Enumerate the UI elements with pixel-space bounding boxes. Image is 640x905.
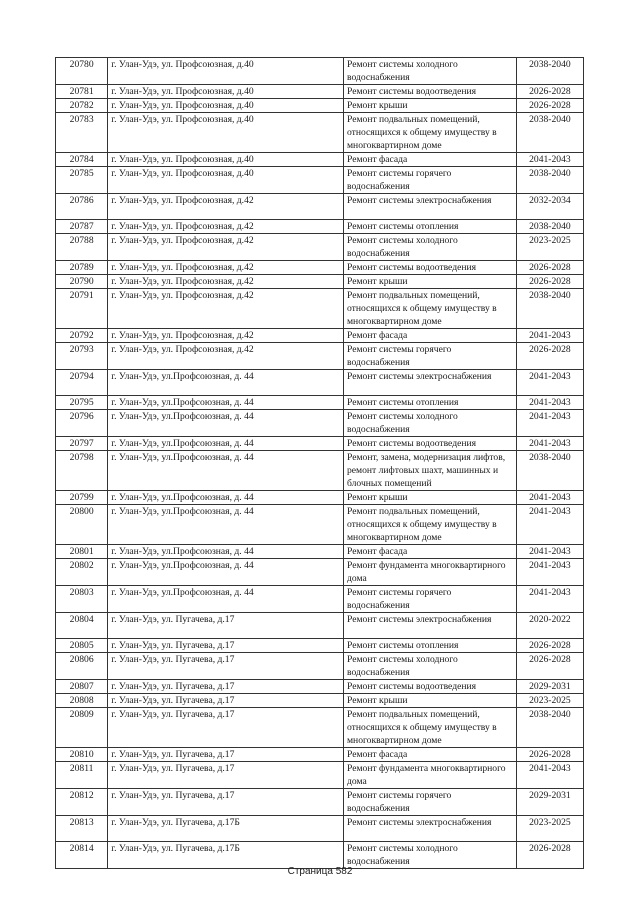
row-number-cell: 20795 xyxy=(56,396,108,410)
work-type-cell: Ремонт системы водоотведения xyxy=(343,437,516,451)
address-cell: г. Улан-Удэ, ул. Профсоюзная, д.40 xyxy=(108,58,344,85)
period-cell: 2041-2043 xyxy=(516,153,583,167)
work-type-cell: Ремонт системы водоотведения xyxy=(343,680,516,694)
row-number-cell: 20809 xyxy=(56,708,108,748)
table-row xyxy=(56,153,584,167)
period-cell: 2038-2040 xyxy=(516,58,583,85)
work-type-cell: Ремонт системы холодного водоснабжения xyxy=(343,234,516,261)
table-row xyxy=(56,789,584,816)
row-number-cell: 20801 xyxy=(56,545,108,559)
address-cell: г. Улан-Удэ, ул. Пугачева, д.17 xyxy=(108,789,344,816)
table-row xyxy=(56,762,584,789)
period-cell: 2038-2040 xyxy=(516,289,583,329)
work-type-cell: Ремонт системы электроснабжения xyxy=(343,613,516,639)
address-cell: г. Улан-Удэ, ул. Профсоюзная, д.42 xyxy=(108,343,344,370)
row-number-cell: 20788 xyxy=(56,234,108,261)
period-cell: 2041-2043 xyxy=(516,559,583,586)
period-cell: 2038-2040 xyxy=(516,220,583,234)
row-number-cell: 20804 xyxy=(56,613,108,639)
row-number-cell: 20784 xyxy=(56,153,108,167)
period-cell: 2041-2043 xyxy=(516,396,583,410)
address-cell: г. Улан-Удэ, ул. Профсоюзная, д.40 xyxy=(108,113,344,153)
period-cell: 2041-2043 xyxy=(516,329,583,343)
row-number-cell: 20780 xyxy=(56,58,108,85)
address-cell: г. Улан-Удэ, ул. Профсоюзная, д.40 xyxy=(108,99,344,113)
table-row xyxy=(56,167,584,194)
period-cell: 2038-2040 xyxy=(516,113,583,153)
row-number-cell: 20787 xyxy=(56,220,108,234)
row-number-cell: 20805 xyxy=(56,639,108,653)
row-number-cell: 20811 xyxy=(56,762,108,789)
work-type-cell: Ремонт подвальных помещений, относящихся к общему имуществу в многоквартирном доме xyxy=(343,289,516,329)
address-cell: г. Улан-Удэ, ул.Профсоюзная, д. 44 xyxy=(108,437,344,451)
work-type-cell: Ремонт системы горячего водоснабжения xyxy=(343,343,516,370)
row-number-cell: 20789 xyxy=(56,261,108,275)
table-row xyxy=(56,708,584,748)
table-row xyxy=(56,220,584,234)
period-cell: 2026-2028 xyxy=(516,639,583,653)
row-number-cell: 20790 xyxy=(56,275,108,289)
table-row xyxy=(56,113,584,153)
address-cell: г. Улан-Удэ, ул. Профсоюзная, д.42 xyxy=(108,261,344,275)
address-cell: г. Улан-Удэ, ул. Пугачева, д.17 xyxy=(108,762,344,789)
table-row xyxy=(56,639,584,653)
row-number-cell: 20796 xyxy=(56,410,108,437)
work-type-cell: Ремонт системы холодного водоснабжения xyxy=(343,58,516,85)
row-number-cell: 20791 xyxy=(56,289,108,329)
table-row xyxy=(56,85,584,99)
period-cell: 2020-2022 xyxy=(516,613,583,639)
row-number-cell: 20797 xyxy=(56,437,108,451)
works-table-body xyxy=(56,58,584,869)
row-number-cell: 20812 xyxy=(56,789,108,816)
period-cell: 2023-2025 xyxy=(516,694,583,708)
address-cell: г. Улан-Удэ, ул. Пугачева, д.17 xyxy=(108,639,344,653)
table-row xyxy=(56,329,584,343)
table-row xyxy=(56,343,584,370)
address-cell: г. Улан-Удэ, ул. Пугачева, д.17 xyxy=(108,680,344,694)
work-type-cell: Ремонт фасада xyxy=(343,748,516,762)
period-cell: 2041-2043 xyxy=(516,437,583,451)
row-number-cell: 20808 xyxy=(56,694,108,708)
address-cell: г. Улан-Удэ, ул.Профсоюзная, д. 44 xyxy=(108,586,344,613)
address-cell: г. Улан-Удэ, ул. Пугачева, д.17 xyxy=(108,613,344,639)
address-cell: г. Улан-Удэ, ул. Пугачева, д.17Б xyxy=(108,842,344,869)
row-number-cell: 20794 xyxy=(56,370,108,396)
table-row xyxy=(56,396,584,410)
table-row xyxy=(56,370,584,396)
table-row xyxy=(56,410,584,437)
period-cell: 2026-2028 xyxy=(516,653,583,680)
table-row xyxy=(56,842,584,869)
address-cell: г. Улан-Удэ, ул. Профсоюзная, д.42 xyxy=(108,194,344,220)
address-cell: г. Улан-Удэ, ул.Профсоюзная, д. 44 xyxy=(108,545,344,559)
period-cell: 2041-2043 xyxy=(516,370,583,396)
table-row xyxy=(56,748,584,762)
period-cell: 2041-2043 xyxy=(516,545,583,559)
row-number-cell: 20799 xyxy=(56,491,108,505)
address-cell: г. Улан-Удэ, ул.Профсоюзная, д. 44 xyxy=(108,491,344,505)
row-number-cell: 20792 xyxy=(56,329,108,343)
row-number-cell: 20781 xyxy=(56,85,108,99)
page-number: Страница 582 xyxy=(287,866,353,877)
work-type-cell: Ремонт системы электроснабжения xyxy=(343,370,516,396)
address-cell: г. Улан-Удэ, ул. Профсоюзная, д.42 xyxy=(108,220,344,234)
address-cell: г. Улан-Удэ, ул. Профсоюзная, д.42 xyxy=(108,234,344,261)
row-number-cell: 20793 xyxy=(56,343,108,370)
period-cell: 2029-2031 xyxy=(516,680,583,694)
table-row xyxy=(56,816,584,842)
work-type-cell: Ремонт фасада xyxy=(343,329,516,343)
period-cell: 2026-2028 xyxy=(516,261,583,275)
work-type-cell: Ремонт системы горячего водоснабжения xyxy=(343,789,516,816)
address-cell: г. Улан-Удэ, ул. Пугачева, д.17Б xyxy=(108,816,344,842)
work-type-cell: Ремонт системы холодного водоснабжения xyxy=(343,410,516,437)
address-cell: г. Улан-Удэ, ул. Профсоюзная, д.42 xyxy=(108,275,344,289)
table-row xyxy=(56,58,584,85)
period-cell: 2026-2028 xyxy=(516,275,583,289)
work-type-cell: Ремонт системы отопления xyxy=(343,220,516,234)
row-number-cell: 20785 xyxy=(56,167,108,194)
table-row xyxy=(56,194,584,220)
address-cell: г. Улан-Удэ, ул.Профсоюзная, д. 44 xyxy=(108,396,344,410)
table-row xyxy=(56,491,584,505)
row-number-cell: 20810 xyxy=(56,748,108,762)
address-cell: г. Улан-Удэ, ул. Пугачева, д.17 xyxy=(108,653,344,680)
address-cell: г. Улан-Удэ, ул.Профсоюзная, д. 44 xyxy=(108,410,344,437)
period-cell: 2026-2028 xyxy=(516,99,583,113)
period-cell: 2026-2028 xyxy=(516,748,583,762)
period-cell: 2041-2043 xyxy=(516,762,583,789)
period-cell: 2041-2043 xyxy=(516,491,583,505)
address-cell: г. Улан-Удэ, ул. Профсоюзная, д.42 xyxy=(108,289,344,329)
address-cell: г. Улан-Удэ, ул.Профсоюзная, д. 44 xyxy=(108,370,344,396)
work-type-cell: Ремонт системы холодного водоснабжения xyxy=(343,842,516,869)
work-type-cell: Ремонт крыши xyxy=(343,491,516,505)
address-cell: г. Улан-Удэ, ул. Пугачева, д.17 xyxy=(108,694,344,708)
works-table xyxy=(55,57,584,869)
work-type-cell: Ремонт системы горячего водоснабжения xyxy=(343,586,516,613)
work-type-cell: Ремонт фасада xyxy=(343,153,516,167)
period-cell: 2041-2043 xyxy=(516,505,583,545)
work-type-cell: Ремонт, замена, модернизация лифтов, ремонт лифтовых шахт, машинных и блочных помещений xyxy=(343,451,516,491)
period-cell: 2038-2040 xyxy=(516,451,583,491)
table-row xyxy=(56,261,584,275)
address-cell: г. Улан-Удэ, ул. Профсоюзная, д.40 xyxy=(108,85,344,99)
row-number-cell: 20806 xyxy=(56,653,108,680)
work-type-cell: Ремонт системы холодного водоснабжения xyxy=(343,653,516,680)
row-number-cell: 20803 xyxy=(56,586,108,613)
table-row xyxy=(56,289,584,329)
work-type-cell: Ремонт системы горячего водоснабжения xyxy=(343,167,516,194)
table-row xyxy=(56,586,584,613)
work-type-cell: Ремонт системы отопления xyxy=(343,396,516,410)
table-row xyxy=(56,437,584,451)
period-cell: 2029-2031 xyxy=(516,789,583,816)
period-cell: 2041-2043 xyxy=(516,410,583,437)
table-row xyxy=(56,559,584,586)
work-type-cell: Ремонт подвальных помещений, относящихся к общему имуществу в многоквартирном доме xyxy=(343,708,516,748)
work-type-cell: Ремонт системы водоотведения xyxy=(343,85,516,99)
work-type-cell: Ремонт системы электроснабжения xyxy=(343,816,516,842)
period-cell: 2026-2028 xyxy=(516,842,583,869)
period-cell: 2032-2034 xyxy=(516,194,583,220)
work-type-cell: Ремонт подвальных помещений, относящихся к общему имуществу в многоквартирном доме xyxy=(343,505,516,545)
table-row xyxy=(56,451,584,491)
table-row xyxy=(56,505,584,545)
table-row xyxy=(56,234,584,261)
work-type-cell: Ремонт фундамента многоквартирного дома xyxy=(343,762,516,789)
period-cell: 2041-2043 xyxy=(516,586,583,613)
address-cell: г. Улан-Удэ, ул. Пугачева, д.17 xyxy=(108,748,344,762)
address-cell: г. Улан-Удэ, ул. Пугачева, д.17 xyxy=(108,708,344,748)
period-cell: 2023-2025 xyxy=(516,816,583,842)
work-type-cell: Ремонт подвальных помещений, относящихся к общему имуществу в многоквартирном доме xyxy=(343,113,516,153)
row-number-cell: 20813 xyxy=(56,816,108,842)
table-row xyxy=(56,653,584,680)
row-number-cell: 20798 xyxy=(56,451,108,491)
address-cell: г. Улан-Удэ, ул. Профсоюзная, д.42 xyxy=(108,329,344,343)
table-row xyxy=(56,613,584,639)
address-cell: г. Улан-Удэ, ул.Профсоюзная, д. 44 xyxy=(108,451,344,491)
table-row xyxy=(56,275,584,289)
period-cell: 2038-2040 xyxy=(516,708,583,748)
work-type-cell: Ремонт системы отопления xyxy=(343,639,516,653)
work-type-cell: Ремонт системы электроснабжения xyxy=(343,194,516,220)
period-cell: 2038-2040 xyxy=(516,167,583,194)
address-cell: г. Улан-Удэ, ул.Профсоюзная, д. 44 xyxy=(108,559,344,586)
work-type-cell: Ремонт фасада xyxy=(343,545,516,559)
row-number-cell: 20783 xyxy=(56,113,108,153)
row-number-cell: 20814 xyxy=(56,842,108,869)
period-cell: 2026-2028 xyxy=(516,85,583,99)
table-row xyxy=(56,694,584,708)
address-cell: г. Улан-Удэ, ул. Профсоюзная, д.40 xyxy=(108,153,344,167)
address-cell: г. Улан-Удэ, ул.Профсоюзная, д. 44 xyxy=(108,505,344,545)
work-type-cell: Ремонт фундамента многоквартирного дома xyxy=(343,559,516,586)
row-number-cell: 20802 xyxy=(56,559,108,586)
work-type-cell: Ремонт крыши xyxy=(343,694,516,708)
period-cell: 2023-2025 xyxy=(516,234,583,261)
row-number-cell: 20807 xyxy=(56,680,108,694)
table-row xyxy=(56,545,584,559)
work-type-cell: Ремонт крыши xyxy=(343,275,516,289)
row-number-cell: 20786 xyxy=(56,194,108,220)
work-type-cell: Ремонт системы водоотведения xyxy=(343,261,516,275)
table-row xyxy=(56,99,584,113)
row-number-cell: 20782 xyxy=(56,99,108,113)
address-cell: г. Улан-Удэ, ул. Профсоюзная, д.40 xyxy=(108,167,344,194)
work-type-cell: Ремонт крыши xyxy=(343,99,516,113)
period-cell: 2026-2028 xyxy=(516,343,583,370)
row-number-cell: 20800 xyxy=(56,505,108,545)
table-row xyxy=(56,680,584,694)
